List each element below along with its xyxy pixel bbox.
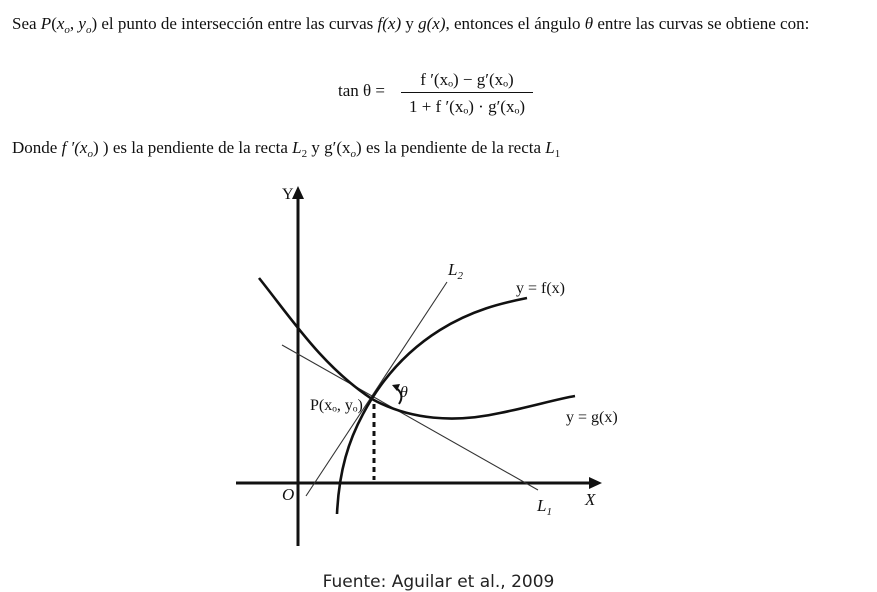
label-L2: $L_2$ [448,260,463,282]
label-origin: O [282,485,295,504]
label-L1: $L_1$ [537,496,552,518]
label-f: y = f(x) [516,280,566,297]
formula-numerator: f ′(xₒ) − g′(xₒ) [420,70,514,89]
figure-caption: Fuente: Aguilar et al., 2009 [322,572,555,592]
label-g: y = g(x) [566,409,618,426]
label-point-P: P(xₒ, yₒ) [310,397,363,414]
intro-paragraph: Sea $P(x_o$, $y_o$) el punto de intersección entre las curvas f(x) y g(x), entonces el ángulo θ entre las curvas se obtiene con: [12,14,810,36]
label-Y: Y [282,186,294,203]
line-L1 [282,345,538,490]
label-theta: θ [400,384,408,401]
label-X: X [585,490,596,509]
formula-denominator: 1 + f ′(xₒ) · g′(xₒ) [408,97,526,116]
formula-lhs: tan θ = [338,81,385,100]
y-axis-arrow [292,186,304,199]
slope-paragraph: Donde f $'(x_o)$ ) es la pendiente de la recta $L_2$ y $g'(x_o)$ es la pendiente de la recta $L_1$ [12,138,561,160]
x-axis-arrow [589,477,602,489]
line-L2 [306,282,447,496]
